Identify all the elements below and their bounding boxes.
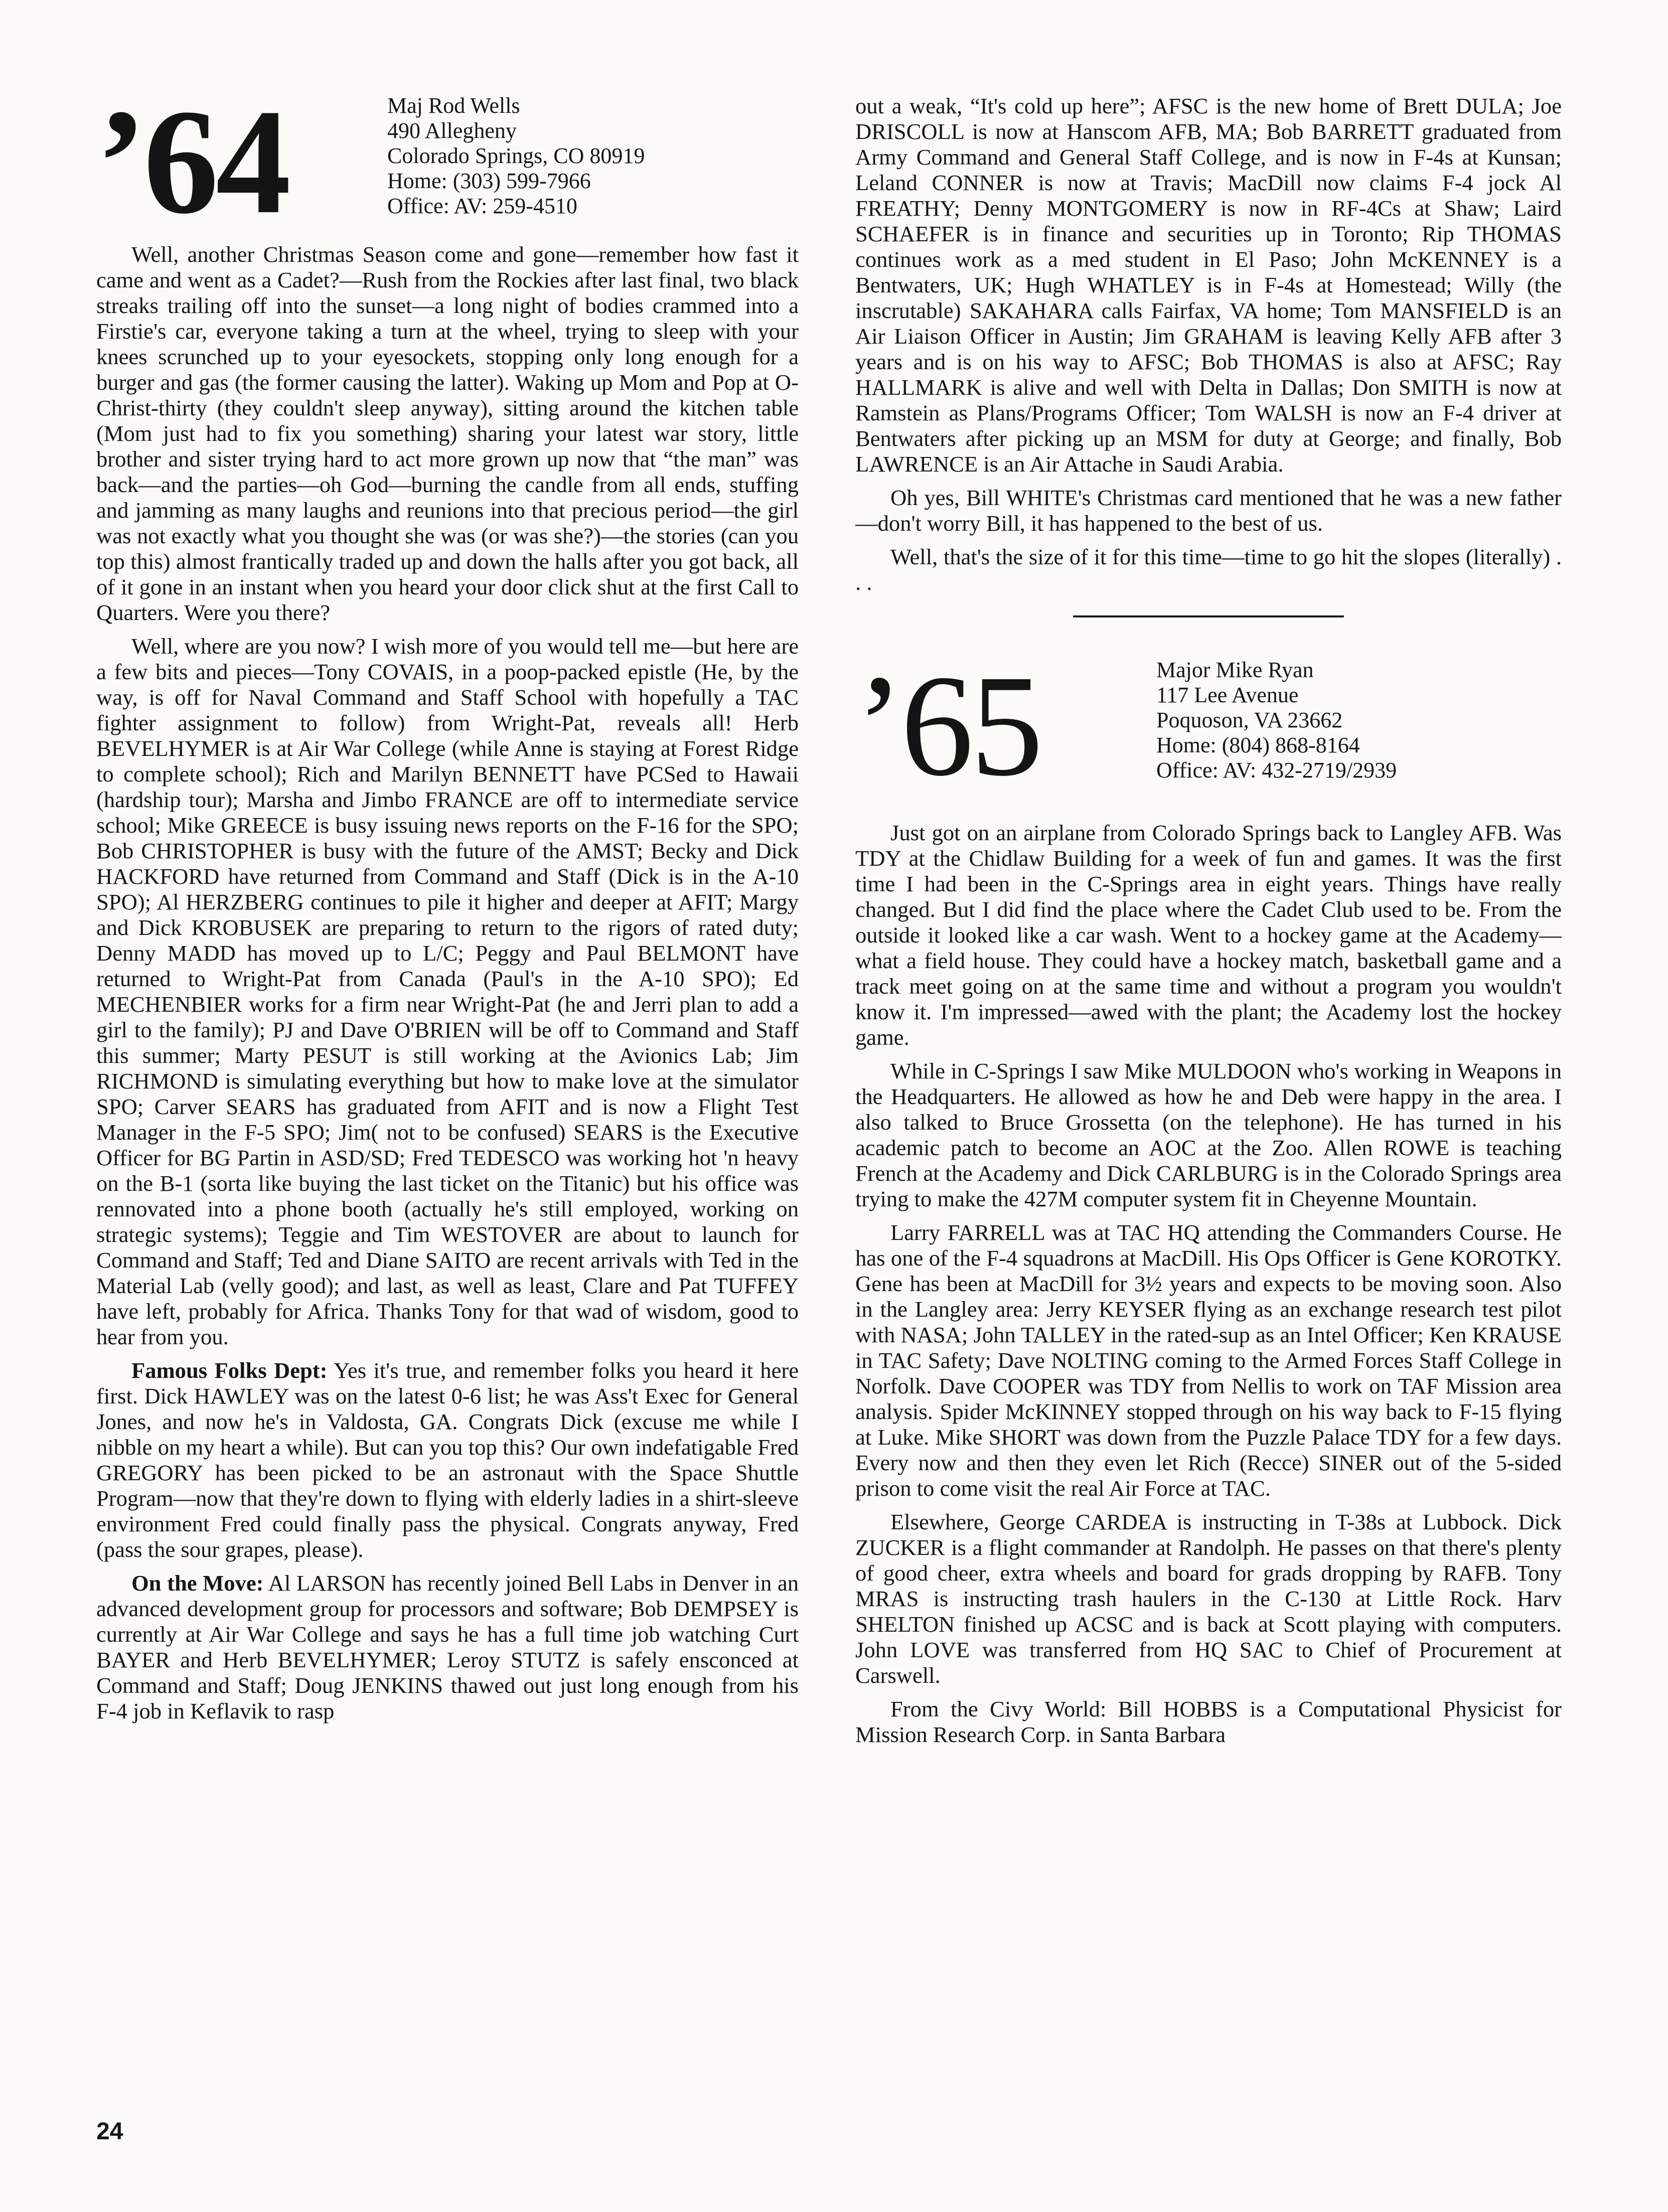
scribe-home-phone: Home: (804) 868-8164 xyxy=(1156,733,1360,757)
paragraph: Larry FARRELL was at TAC HQ attending the Commanders Course. He has one of the F-4 squadrons at MacDill. His Ops Officer is Gene KOROTKY. Gene has been at MacDill for 3½ years and expects to be moving soon. Also in the Langley area: Jerry KEYSER flying as an exchange research test pilot with NASA; John TALLEY in the rated-sup as an Intel Officer; Ken KRAUSE in TAC Safety; Dave NOLTING coming to the Armed Forces Staff College in Norfolk. Dave COOPER was TDY from Nellis to work on TAF Mission area analysis. Spider McKINNEY stopped through on his way back to F-15 flying at Luke. Mike SHORT was down from the Puzzle Palace TDY for a few days. Every now and then they even let Rich (Recce) SINER out of the 5-sided prison to come visit the real Air Force at TAC. xyxy=(855,1220,1562,1501)
paragraph: Well, where are you now? I wish more of you would tell me—but here are a few bits and pieces—Tony COVAIS, in a poop-packed epistle (He, by the way, is off for Naval Command and Staff School with hopefully a TAC fighter assignment to follow) from Wright-Pat, reveals all! Herb BEVELHYMER is at Air War College (while Anne is staying at Forest Ridge to complete school); Rich and Marilyn BENNETT have PCSed to Hawaii (hardship tour); Marsha and Jimbo FRANCE are off to intermediate service school; Mike GREECE is busy issuing news reports on the F-16 for the SPO; Bob CHRISTOPHER is busy with the future of the AMST; Becky and Dick HACKFORD have returned from Command and Staff (Dick is in the A-10 SPO); Al HERZBERG continues to pile it higher and deeper at AFIT; Margy and Dick KROBUSEK are preparing to return to the rigors of rated duty; Denny MADD has moved up to L/C; Peggy and Paul BELMONT have returned to Wright-Pat from Canada (Paul's in the A-10 SPO); Ed MECHENBIER works for a firm near Wright-Pat (he and Jerri plan to add a girl to the family); PJ and Dave O'BRIEN will be off to Command and Staff this summer; Marty PESUT is still working at the Avionics Lab; Jim RICHMOND is simulating everything but how to make love at the simulator SPO; Carver SEARS has graduated from AFIT and is now a Flight Test Manager in the F-5 SPO; Jim( not to be confused) SEARS is the Executive Officer for BG Partin in ASD/SD; Fred TEDESCO was working hot 'n heavy on the B-1 (sorta like buying the last ticket on the Titanic) but his office was rennovated into a phone booth (actually he's still employed, working on strategic systems); Teggie and Tim WESTOVER are about to launch for Command and Staff; Ted and Diane SAITO are recent arrivals with Ted in the Material Lab (velly good); and last, as well as least, Clare and Pat TUFFEY have left, probably for Africa. Thanks Tony for that wad of wisdom, good to hear from you. xyxy=(96,634,799,1349)
scribe-office-phone: Office: AV: 432-2719/2939 xyxy=(1156,758,1397,782)
class-1964-header xyxy=(96,78,799,245)
scribe-street: 117 Lee Avenue xyxy=(1156,683,1299,707)
page-number: 24 xyxy=(96,2118,123,2145)
scribe-name: Maj Rod Wells xyxy=(387,93,520,118)
scribe-address-65 xyxy=(1156,658,1397,783)
run-in-heading: Famous Folks Dept: xyxy=(131,1358,328,1383)
paragraph: Elsewhere, George CARDEA is instructing in T-38s at Lubbock. Dick ZUCKER is a flight commander at Randolph. He passes on that there's plenty of good cheer, extra wheels and board for grads dropping by RAFB. Tony MRAS is instructing trash haulers in the C-130 at Little Rock. Harv SHELTON finished up ACSC and is back at Scott playing with computers. John LOVE was transferred from HQ SAC to Chief of Procurement at Carswell. xyxy=(855,1509,1562,1688)
paragraph xyxy=(96,1358,799,1562)
paragraph: Well, another Christmas Season come and gone—remember how fast it came and went as a Cadet?—Rush from the Rockies after last final, two black streaks trailing off into the sunset—a long night of bodies crammed into a Firstie's car, everyone taking a turn at the wheel, trying to sleep with your knees scrunched up to your eyesockets, stopping only long enough for a burger and gas (the former causing the latter). Waking up Mom and Pop at O-Christ-thirty (they couldn't sleep anyway), sitting around the kitchen table (Mom just had to fix you something) sharing your latest war story, little brother and sister trying hard to act more grown up now that “the man” was back—and the parties—oh God—burning the candle from all ends, stuffing and jamming as many laughs and reunions into that precious period—the girl was not exactly what you thought she was (or was she?)—the stories (can you top this) almost frantically traded up and down the halls after you got back, all of it gone in an instant when you heard your door click shut at the first Call to Quarters. Were you there? xyxy=(96,242,799,625)
paragraph: Well, that's the size of it for this time—time to go hit the slopes (literally) . . . xyxy=(855,544,1562,595)
paragraph: out a weak, “It's cold up here”; AFSC is the new home of Brett DULA; Joe DRISCOLL is now at Hanscom AFB, MA; Bob BARRETT graduated from Army Command and General Staff College, and is now in F-4s at Kunsan; Leland CONNER is now at Travis; MacDill now claims F-4 jock Al FREATHY; Denny MONTGOMERY is now in RF-4Cs at Shaw; Laird SCHAEFER is in finance and securities up in Toronto; Rip THOMAS continues work as a med student in El Paso; John McKENNEY is a Bentwaters, UK; Hugh WHATLEY is in F-4s at Homestead; Willy (the inscrutable) SAKAHARA calls Fairfax, VA home; Tom MANSFIELD is an Air Liaison Officer in Austin; Jim GRAHAM is leaving Kelly AFB after 3 years and is on his way to AFSC; Bob THOMAS is also at AFSC; Ray HALLMARK is alive and well with Delta in Dallas; Don SMITH is now at Ramstein as Plans/Programs Officer; Tom WALSH is now an F-4 driver at Bentwaters after picking up an MSM for duty at George; and finally, Bob LAWRENCE is an Air Attache in Saudi Arabia. xyxy=(855,93,1562,477)
right-column xyxy=(855,93,1562,1756)
class-year-64: ’64 xyxy=(96,78,288,245)
scribe-address-64 xyxy=(387,93,645,219)
paragraph-text: Al LARSON has recently joined Bell Labs in Denver in an advanced development group for processors and software; Bob DEMPSEY is currently at Air War College and says he has a full time job watching Curt BAYER and Herb BEVELHYMER; Leroy STUTZ is safely ensconced at Command and Staff; Doug JENKINS thawed out just long enough from his F-4 job in Keflavik to rasp xyxy=(96,1570,799,1723)
scribe-city: Poquoson, VA 23662 xyxy=(1156,708,1343,732)
paragraph: While in C-Springs I saw Mike MULDOON who's working in Weapons in the Headquarters. He allowed as how he and Deb were happy in the area. I also talked to Bruce Grossetta (on the telephone). He has turned in his academic patch to become an AOC at the Zoo. Allen ROWE is teaching French at the Academy and Dick CARLBURG is in the Colorado Springs area trying to make the 427M computer system fit in Cheyenne Mountain. xyxy=(855,1058,1562,1211)
class-1965-header xyxy=(855,645,1562,806)
run-in-heading: On the Move: xyxy=(131,1570,264,1596)
paragraph: Just got on an airplane from Colorado Springs back to Langley AFB. Was TDY at the Chidlaw Building for a week of fun and games. It was the first time I had been in the C-Springs area in eight years. Things have really changed. But I did find the place where the Cadet Club used to be. From the outside it looked like a car wash. Went to a hockey game at the Academy—what a field house. They could have a hockey match, basketball game and a track meet going on at the same time and without a program you wouldn't know it. I'm impressed—awed with the plant; the Academy lost the hockey game. xyxy=(855,820,1562,1050)
paragraph: Oh yes, Bill WHITE's Christmas card mentioned that he was a new father—don't worry Bill, it has happened to the best of us. xyxy=(855,485,1562,536)
scribe-city: Colorado Springs, CO 80919 xyxy=(387,143,645,168)
paragraph-text: Yes it's true, and remember folks you heard it here first. Dick HAWLEY was on the latest 0-6 list; he was Ass't Exec for General Jones, and now he's in Valdosta, GA. Congrats Dick (excuse me while I nibble on my heart a while). But can you top this? Our own indefatigable Fred GREGORY has been picked to be an astronaut with the Space Shuttle Program—now that they're down to flying with elderly ladies in a shirt-sleeve environment Fred could finally pass the physical. Congrats anyway, Fred (pass the sour grapes, please). xyxy=(96,1358,799,1562)
class-1964-column xyxy=(96,78,799,1732)
scribe-name: Major Mike Ryan xyxy=(1156,658,1314,682)
paragraph xyxy=(96,1570,799,1724)
scribe-street: 490 Allegheny xyxy=(387,118,517,143)
paragraph: From the Civy World: Bill HOBBS is a Computational Physicist for Mission Research Corp. in Santa Barbara xyxy=(855,1696,1562,1747)
scribe-home-phone: Home: (303) 599-7966 xyxy=(387,169,591,193)
section-divider xyxy=(1073,615,1344,617)
scribe-office-phone: Office: AV: 259-4510 xyxy=(387,194,577,218)
class-year-65: ’65 xyxy=(855,645,1040,806)
